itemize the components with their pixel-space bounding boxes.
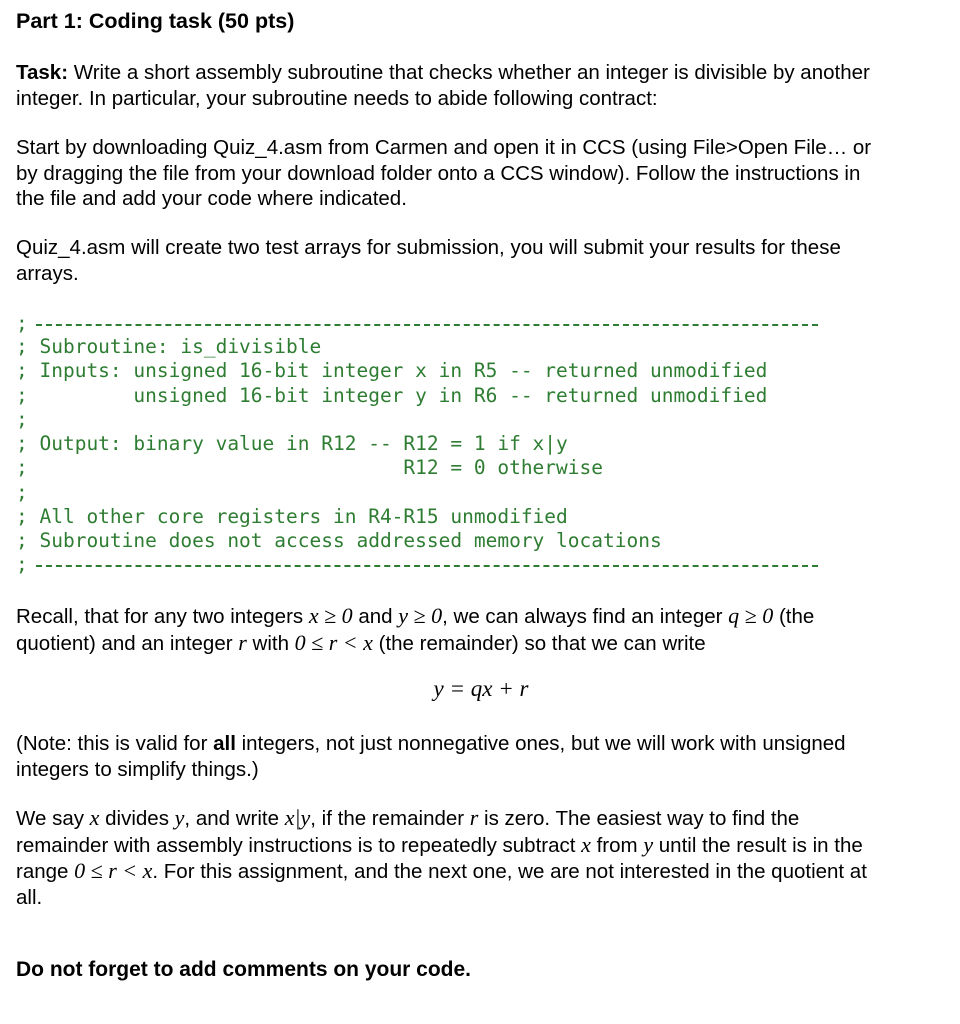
- math-x: x: [89, 805, 100, 830]
- code-line-5: ;: [16, 408, 28, 431]
- math-r: r: [469, 805, 479, 830]
- math-q-nonneg: q ≥ 0: [728, 603, 774, 628]
- task-text-line2: integer. In particular, your subroutine needs to abide following contract:: [16, 86, 658, 110]
- instructions-line2: by dragging the file from your download folder onto a CCS window). Follow the instructions in: [16, 161, 861, 185]
- recall-text: and: [352, 605, 399, 628]
- final-note: Do not forget to add comments on your code.: [16, 958, 472, 981]
- divides-text: , if the remainder: [310, 807, 470, 830]
- divides-text: until the result is in the: [653, 833, 863, 857]
- code-line-10: ; Subroutine does not access addressed memory locations: [16, 529, 662, 552]
- divides-text: is zero. The easiest way to find the: [478, 807, 800, 830]
- code-comment-block: [16, 312, 820, 574]
- divides-text: , and write: [184, 807, 285, 830]
- quiz-paragraph: [16, 235, 841, 286]
- math-x-nonneg: x ≥ 0: [308, 603, 353, 628]
- divides-text: from: [590, 833, 644, 857]
- code-bottom-dashed-rule: [36, 565, 818, 567]
- recall-text: (the: [773, 605, 815, 628]
- divides-text: divides: [99, 807, 175, 830]
- math-remainder-range: 0 ≤ r < x: [294, 629, 373, 655]
- code-line-1: ;: [16, 312, 28, 335]
- recall-text: , we can always find an integer: [442, 605, 729, 628]
- task-paragraph: [16, 60, 870, 111]
- quiz-line1: Quiz_4.asm will create two test arrays for submission, you will submit your results for these: [16, 236, 841, 259]
- code-line-11: ;: [16, 553, 28, 576]
- recall-text: Recall, that for any two integers: [16, 605, 309, 628]
- code-top-dashed-rule: [36, 324, 818, 326]
- divides-line4: all.: [16, 885, 43, 909]
- quiz-line2: arrays.: [16, 261, 79, 285]
- recall-text: quotient) and an integer: [16, 631, 239, 655]
- code-line-9: ; All other core registers in R4-R15 unmodified: [16, 505, 568, 528]
- divides-text: remainder with assembly instructions is to repeatedly subtract: [16, 833, 582, 857]
- note-text: integers, not just nonnegative ones, but we will work with unsigned: [235, 732, 846, 755]
- division-equation: y = qx + r: [433, 676, 529, 701]
- math-x: x: [581, 831, 591, 857]
- note-line2: integers to simplify things.): [16, 757, 259, 781]
- recall-text: (the remainder) so that we can write: [372, 631, 706, 655]
- code-line-7: ; R12 = 0 otherwise: [16, 456, 603, 479]
- task-text-line1: Write a short assembly subroutine that checks whether an integer is divisible by another: [68, 61, 870, 84]
- note-bold-all: all: [213, 732, 236, 755]
- recall-paragraph: [16, 603, 814, 656]
- note-paragraph: [16, 731, 846, 782]
- divides-text: We say: [16, 807, 90, 830]
- code-line-4: ; unsigned 16-bit integer y in R6 -- returned unmodified: [16, 384, 768, 407]
- math-r: r: [238, 629, 247, 655]
- code-line-8: ;: [16, 481, 28, 504]
- math-y: y: [174, 805, 185, 830]
- math-x-divides-y: x|y: [284, 805, 311, 830]
- code-line-3: ; Inputs: unsigned 16-bit integer x in R5 -- returned unmodified: [16, 359, 768, 382]
- instructions-line3: the file and add your code where indicated.: [16, 187, 407, 210]
- instructions-line1: Start by downloading Quiz_4.asm from Carmen and open it in CCS (using File>Open File… or: [16, 136, 872, 159]
- math-y: y: [643, 831, 654, 857]
- code-line-6: ; Output: binary value in R12 -- R12 = 1 if x|y: [16, 432, 568, 455]
- instructions-paragraph: [16, 135, 871, 212]
- divides-text: . For this assignment, and the next one, we are not interested in the quotient at: [152, 860, 867, 883]
- divides-paragraph: [16, 805, 867, 910]
- task-label: Task:: [16, 61, 69, 84]
- section-heading: Part 1: Coding task (50 pts): [16, 9, 295, 33]
- note-text: (Note: this is valid for: [16, 732, 214, 755]
- code-line-2: ; Subroutine: is_divisible: [16, 335, 322, 358]
- recall-text: with: [246, 631, 295, 655]
- divides-text: range: [16, 860, 75, 883]
- math-y-nonneg: y ≥ 0: [398, 603, 443, 628]
- math-remainder-range: 0 ≤ r < x: [74, 858, 153, 883]
